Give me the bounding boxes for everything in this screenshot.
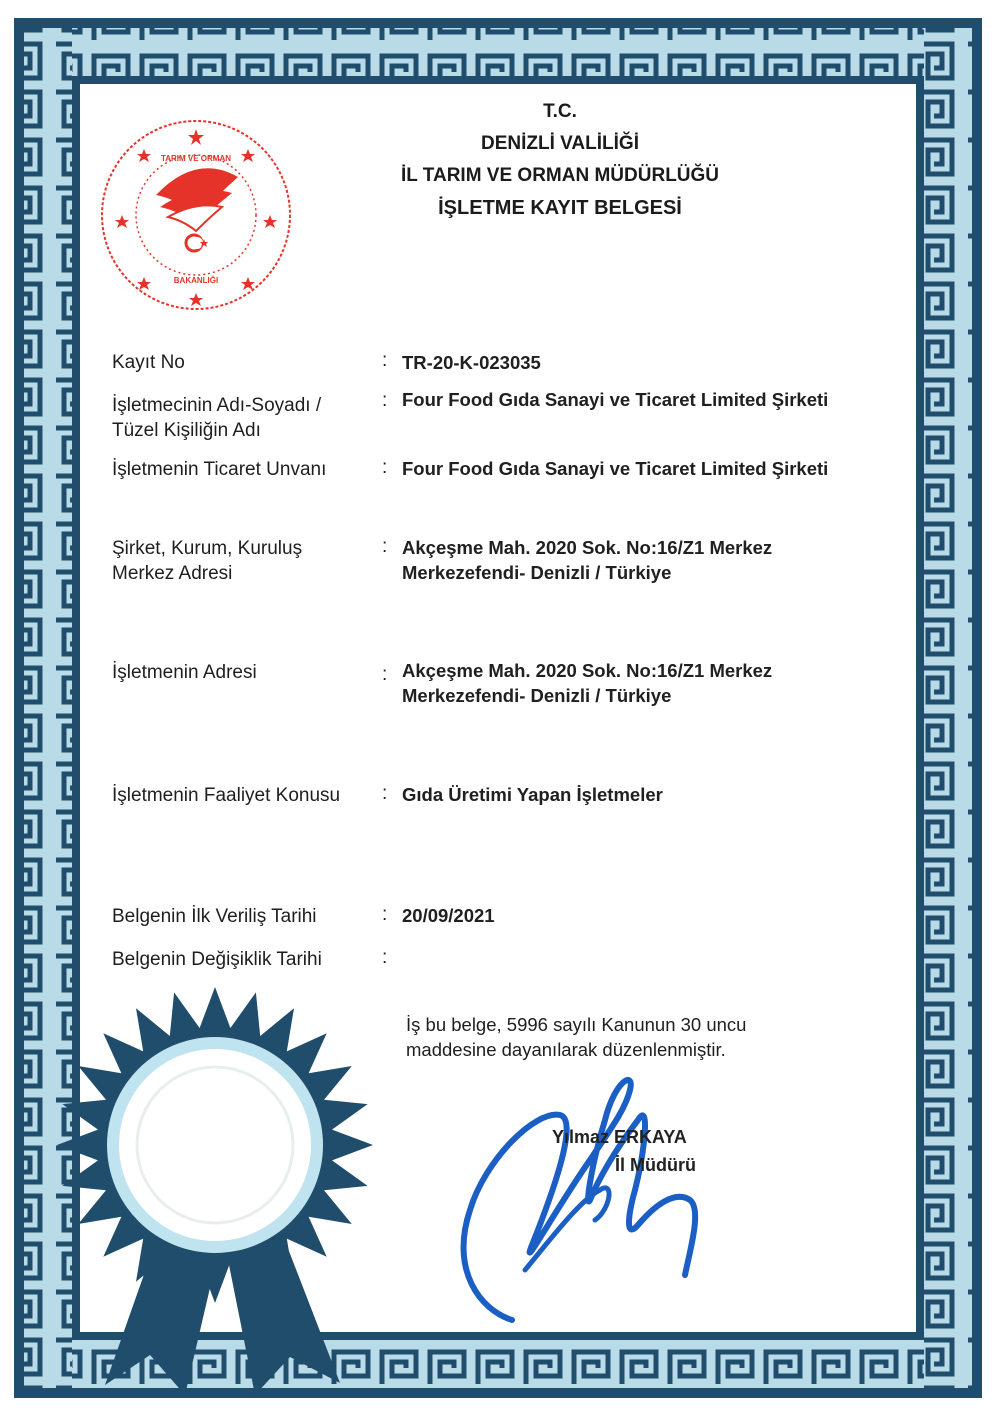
signatory-name: Yılmaz ERKAYA [552,1127,687,1147]
field-label-line: İşletmecinin Adı-Soyadı / [112,395,322,416]
signatory-title: İl Müdürü [615,1155,696,1175]
rosette-seal [50,985,380,1405]
field-value-trade-name: Four Food Gıda Sanayi ve Ticaret Limited Şirketi [402,458,829,479]
field-label-line: Tüzel Kişiliğin Adı [112,420,261,441]
field-label-line: Şirket, Kurum, Kuruluş [112,538,303,559]
field-value-issue-date: 20/09/2021 [402,905,495,926]
field-label-change-date: Belgenin Değişiklik Tarihi [112,949,322,970]
svg-text:TARIM VE ORMAN: TARIM VE ORMAN [160,154,232,163]
field-colon: : [382,457,388,478]
field-value-activity: Gıda Üretimi Yapan İşletmeler [402,784,663,805]
field-colon: : [382,664,388,685]
field-label-business-address: İşletmenin Adresi [112,662,257,683]
field-label-headquarters-address [112,536,302,586]
field-colon: : [382,783,388,804]
field-label-line: Merkez Adresi [112,563,233,584]
legal-line: İş bu belge, 5996 sayılı Kanunun 30 uncu [406,1014,747,1035]
header-governorship: DENİZLİ VALİLİĞİ [481,133,639,154]
field-label-trade-name: İşletmenin Ticaret Unvanı [112,459,327,480]
header-directorate: İL TARIM VE ORMAN MÜDÜRLÜĞÜ [400,165,720,186]
field-colon: : [382,904,388,925]
field-value-business-address [402,658,772,708]
field-value-operator-name: Four Food Gıda Sanayi ve Ticaret Limited Şirketi [402,389,829,410]
field-label-issue-date: Belgenin İlk Veriliş Tarihi [112,906,317,927]
signature [440,1040,730,1340]
svg-text:BAKANLIĞI: BAKANLIĞI [173,276,219,285]
document-title: İŞLETME KAYIT BELGESİ [438,197,682,219]
address-line: Akçeşme Mah. 2020 Sok. No:16/Z1 Merkez [402,660,773,681]
header-country: T.C. [543,101,577,122]
field-colon: : [382,350,388,371]
field-label-activity: İşletmenin Faaliyet Konusu [112,785,341,806]
field-label-operator-name [112,393,321,443]
ministry-emblem [98,117,294,313]
address-line: Merkezefendi- Denizli / Türkiye [402,562,672,583]
address-line: Merkezefendi- Denizli / Türkiye [402,685,672,706]
field-colon: : [382,390,388,411]
address-line: Akçeşme Mah. 2020 Sok. No:16/Z1 Merkez [402,537,773,558]
field-value-headquarters-address [402,535,772,585]
field-label-registration-no: Kayıt No [112,352,185,373]
legal-line: maddesine dayanılarak düzenlenmiştir. [406,1039,726,1060]
field-colon: : [382,947,388,968]
field-colon: : [382,536,388,557]
field-value-registration-no: TR-20-K-023035 [402,352,541,373]
